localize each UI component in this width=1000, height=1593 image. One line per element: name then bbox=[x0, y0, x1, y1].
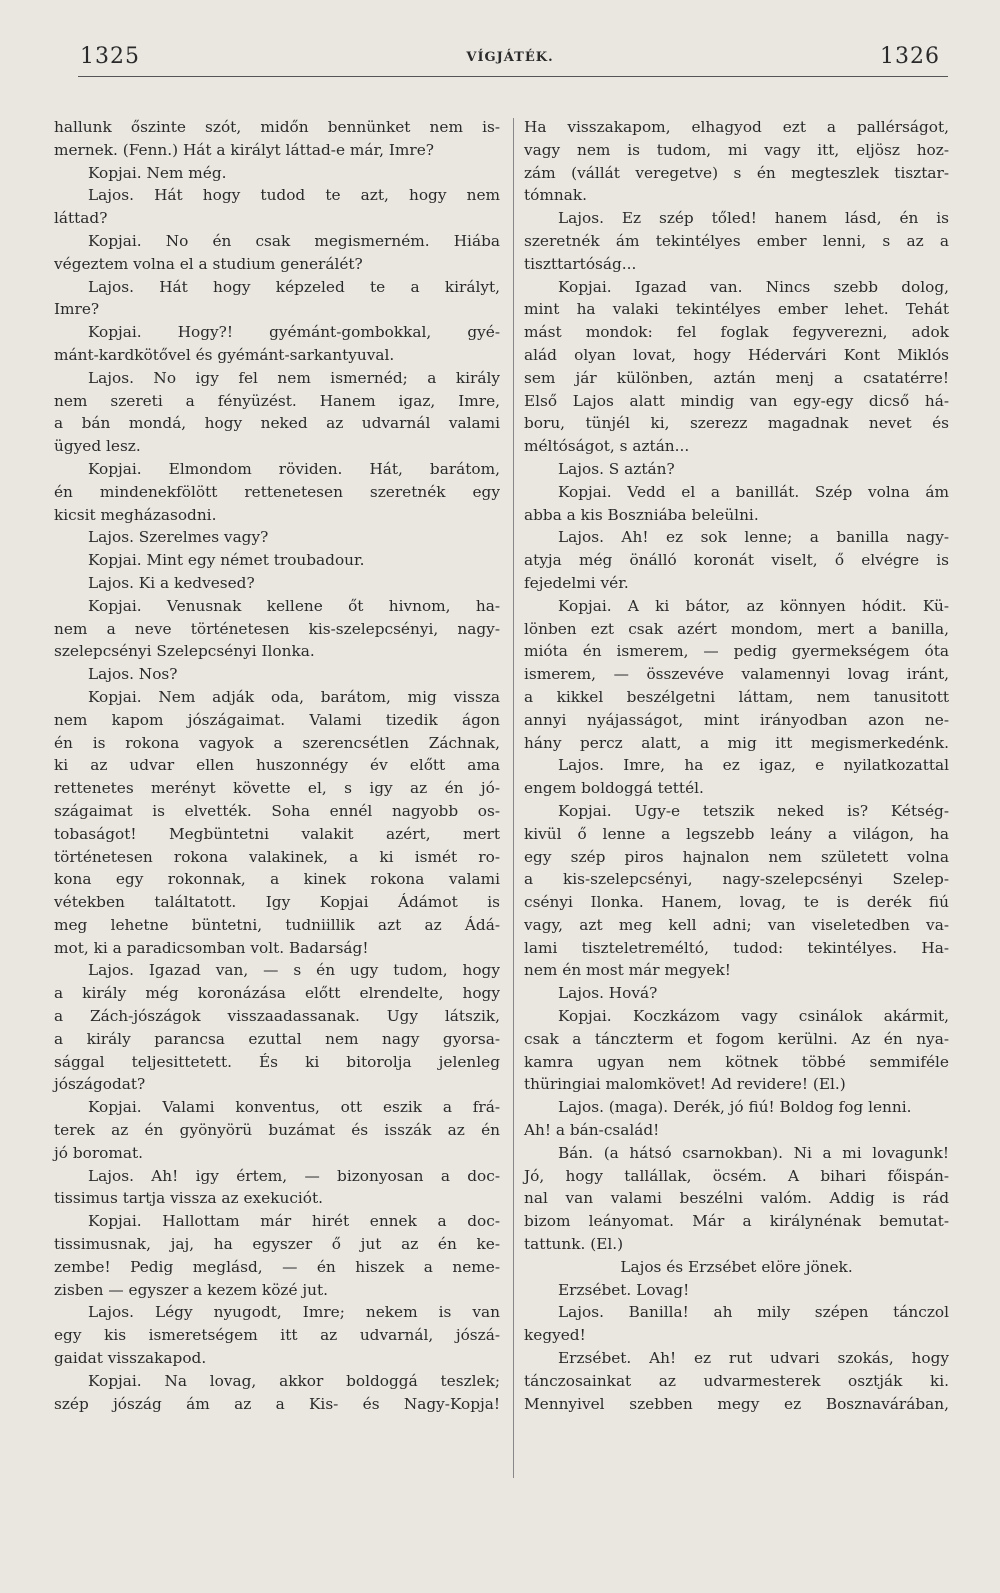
text-line: Kopjai. Koczkázom vagy csinálok akármit, bbox=[558, 1007, 949, 1026]
text-line: tobaságot! Megbüntetni valakit azért, mert bbox=[54, 824, 500, 843]
text-line: mást mondok: fel foglak fegyverezni, adok bbox=[524, 323, 949, 342]
text-line: ügyed lesz. bbox=[54, 437, 141, 456]
running-title: VÍGJÁTÉK. bbox=[466, 50, 554, 65]
text-line: kamra ugyan nem kötnek többé semmiféle bbox=[524, 1052, 949, 1071]
text-line: kegyed! bbox=[524, 1326, 586, 1345]
text-line: engem boldoggá tettél. bbox=[524, 779, 704, 798]
text-line: végeztem volna el a studium generálét? bbox=[54, 254, 363, 273]
text-line: Lajos. Légy nyugodt, Imre; nekem is van bbox=[88, 1303, 500, 1322]
text-line: Lajos. Ez szép tőled! hanem lásd, én is bbox=[558, 209, 949, 228]
text-line: sággal teljesittetett. És ki bitorolja jelenleg bbox=[54, 1052, 500, 1071]
running-header bbox=[80, 44, 940, 74]
text-line: Első Lajos alatt mindig van egy-egy dicső há- bbox=[524, 391, 949, 410]
text-line: Lajos. Hát hogy tudod te azt, hogy nem bbox=[88, 186, 500, 205]
text-line: egy szép piros hajnalon nem született volna bbox=[524, 847, 949, 866]
text-line: Lajos. Banilla! ah mily szépen tánczol bbox=[558, 1303, 949, 1322]
text-line: thüringiai malomkövet! Ad revidere! (El.) bbox=[524, 1075, 846, 1094]
text-line: Kopjai. Ugy-e tetszik neked is? Kétség- bbox=[558, 801, 949, 820]
text-line: tissimusnak, jaj, ha egyszer ő jut az én ke- bbox=[54, 1235, 500, 1254]
text-line: zám (vállát veregetve) s én megteszlek tisztar- bbox=[524, 163, 949, 182]
text-line: csak a tánczterm et fogom kerülni. Az én nya- bbox=[524, 1029, 949, 1048]
text-line: vagy nem is tudom, mi vagy itt, eljösz hoz- bbox=[524, 140, 949, 159]
text-line: Mennyivel szebben megy ez Bosznavárában, bbox=[524, 1394, 949, 1413]
page-number-left: 1325 bbox=[80, 44, 140, 69]
text-line: hány percz alatt, a mig itt megismerkedénk. bbox=[524, 733, 949, 752]
text-line: csényi Ilonka. Hanem, lovag, te is derék fiú bbox=[524, 893, 949, 912]
header-rule bbox=[78, 76, 948, 77]
text-line: Lajos. Igazad van, — s én ugy tudom, hogy bbox=[88, 961, 500, 980]
text-line: zisben — egyszer a kezem közé jut. bbox=[54, 1280, 328, 1299]
text-line: a király még koronázása előtt elrendelte, hogy bbox=[54, 984, 500, 1003]
text-line: Kopjai. Hallottam már hirét ennek a doc- bbox=[88, 1212, 500, 1231]
text-line: tómnak. bbox=[524, 186, 587, 205]
text-line: atyja még önálló koronát viselt, ő elvégre is bbox=[524, 551, 949, 570]
text-line: én mindenekfölött rettenetesen szeretnék egy bbox=[54, 482, 500, 501]
text-line: abba a kis Boszniába beleülni. bbox=[524, 505, 759, 524]
text-line: Ha visszakapom, elhagyod ezt a pallérságot, bbox=[524, 118, 949, 136]
text-line: szeretnék ám tekintélyes ember lenni, s az a bbox=[524, 231, 949, 250]
text-column-left bbox=[54, 116, 500, 1415]
text-line: Kopjai. Na lovag, akkor boldoggá teszlek; bbox=[88, 1371, 500, 1390]
text-line: tattunk. (El.) bbox=[524, 1235, 624, 1254]
text-line: Lajos. Ki a kedvesed? bbox=[88, 573, 255, 592]
text-line: a bán mondá, hogy neked az udvarnál valami bbox=[54, 414, 500, 433]
text-line: szép jószág ám az a Kis- és Nagy-Kopja! bbox=[54, 1394, 500, 1413]
text-line: Erzsébet. Lovag! bbox=[558, 1280, 690, 1299]
text-line: nem én most már megyek! bbox=[524, 961, 731, 980]
text-line: mot, ki a paradicsomban volt. Badarság! bbox=[54, 938, 369, 957]
text-line: nem a neve történetesen kis-szelepcsényi, nagy- bbox=[54, 619, 500, 638]
text-line: sem jár különben, aztán menj a csatatérre! bbox=[524, 368, 949, 387]
text-line: a Zách-jószágok visszaadassanak. Ugy látszik, bbox=[54, 1007, 500, 1026]
text-line: terek az én gyönyörü buzámat és isszák az én bbox=[54, 1121, 500, 1140]
text-line: bizom leányomat. Már a királynénak bemutat- bbox=[524, 1212, 949, 1231]
text-line: Kopjai. Valami konventus, ott eszik a frá- bbox=[88, 1098, 500, 1117]
text-line: kicsit megházasodni. bbox=[54, 505, 217, 524]
text-line: zembe! Pedig meglásd, — én hiszek a neme- bbox=[54, 1257, 500, 1276]
text-line: annyi nyájasságot, mint irányodban azon ne- bbox=[524, 710, 949, 729]
text-line: nem szereti a fényüzést. Hanem igaz, Imre, bbox=[54, 391, 500, 410]
text-line: ismerem, — összevéve valamennyi lovag iránt, bbox=[524, 665, 949, 684]
text-line: Lajos. No igy fel nem ismernéd; a király bbox=[88, 368, 500, 387]
text-line: Imre? bbox=[54, 300, 100, 319]
text-line: a kikkel beszélgetni láttam, nem tanusitott bbox=[524, 687, 949, 706]
text-line: meg lehetne büntetni, tudniillik azt az Ádá- bbox=[54, 915, 500, 934]
text-line: Kopjai. Hogy?! gyémánt-gombokkal, gyé- bbox=[88, 323, 500, 342]
text-line: Kopjai. A ki bátor, az könnyen hódit. Kü- bbox=[558, 596, 949, 615]
text-line: méltóságot, s aztán... bbox=[524, 437, 690, 456]
text-line: kivül ő lenne a legszebb leány a világon, ha bbox=[524, 824, 949, 843]
page-number-right: 1326 bbox=[880, 44, 940, 69]
text-line: Lajos. Hová? bbox=[558, 984, 658, 1003]
text-line: boru, tünjél ki, szerezz magadnak nevet és bbox=[524, 414, 949, 433]
text-line: gaidat visszakapod. bbox=[54, 1349, 207, 1368]
text-line: Lajos. Szerelmes vagy? bbox=[88, 528, 269, 547]
text-column-right bbox=[524, 116, 949, 1415]
text-line: fejedelmi vér. bbox=[524, 573, 629, 592]
text-line: mióta én ismerem, — pedig gyermekségem óta bbox=[524, 642, 949, 661]
text-line: alád olyan lovat, hogy Hédervári Kont Miklós bbox=[524, 345, 949, 364]
text-line: a kis-szelepcsényi, nagy-szelepcsényi Szelep- bbox=[524, 870, 949, 889]
text-line: Ah! a bán-család! bbox=[524, 1121, 660, 1140]
text-line: ki az udvar ellen huszonnégy év előtt ama bbox=[54, 756, 500, 775]
text-line: Kopjai. Mint egy német troubadour. bbox=[88, 551, 365, 570]
text-line: Erzsébet. Ah! ez rut udvari szokás, hogy bbox=[558, 1349, 949, 1368]
text-line: Lajos. S aztán? bbox=[558, 459, 675, 478]
text-line: hallunk őszinte szót, midőn bennünket nem is- bbox=[54, 118, 500, 136]
text-line: Jó, hogy tallállak, öcsém. A bihari főispán- bbox=[524, 1166, 949, 1185]
text-line: Lajos. Ah! igy értem, — bizonyosan a doc- bbox=[88, 1166, 500, 1185]
text-line: Kopjai. Elmondom röviden. Hát, barátom, bbox=[88, 459, 500, 478]
text-line: láttad? bbox=[54, 209, 108, 228]
text-line: vétekben találtatott. Igy Kopjai Ádámot is bbox=[54, 893, 500, 912]
text-line: szelepcsényi Szelepcsényi Ilonka. bbox=[54, 642, 315, 661]
text-line: mernek. (Fenn.) Hát a királyt láttad-e már, Imre? bbox=[54, 140, 434, 159]
text-line: Lajos. (maga). Derék, jó fiú! Boldog fog lenni. bbox=[558, 1098, 912, 1117]
text-line: jó boromat. bbox=[54, 1143, 143, 1162]
text-line: történetesen rokona valakinek, a ki ismét ro- bbox=[54, 847, 500, 866]
text-line: Kopjai. No én csak megismerném. Hiába bbox=[88, 231, 500, 250]
text-line: mint ha valaki tekintélyes ember lehet. Tehát bbox=[524, 300, 949, 319]
text-line: nal van valami beszélni valóm. Addig is rád bbox=[524, 1189, 949, 1208]
text-line: egy kis ismeretségem itt az udvarnál, jószá- bbox=[54, 1326, 500, 1345]
column-divider bbox=[513, 118, 514, 1478]
text-line: Lajos. Imre, ha ez igaz, e nyilatkozattal bbox=[558, 756, 949, 775]
text-line: Kopjai. Nem még. bbox=[88, 163, 227, 182]
text-line: szágaimat is elvették. Soha ennél nagyobb os- bbox=[54, 801, 500, 820]
text-line: Lajos és Erzsébet elöre jönek. bbox=[620, 1257, 853, 1276]
text-line: Kopjai. Igazad van. Nincs szebb dolog, bbox=[558, 277, 949, 296]
text-line: Lajos. Hát hogy képzeled te a királyt, bbox=[88, 277, 500, 296]
text-line: tánczosainkat az udvarmesterek osztják ki. bbox=[524, 1371, 949, 1390]
text-line: Bán. (a hátsó csarnokban). Ni a mi lovagunk! bbox=[558, 1143, 949, 1162]
text-line: rettenetes merényt követte el, s igy az én jó- bbox=[54, 779, 500, 798]
text-line: lami tiszteletreméltó, tudod: tekintélyes. Ha- bbox=[524, 938, 949, 957]
text-line: lönben ezt csak azért mondom, mert a banilla, bbox=[524, 619, 949, 638]
text-line: Kopjai. Nem adják oda, barátom, mig vissza bbox=[88, 687, 500, 706]
text-line: jószágodat? bbox=[54, 1075, 146, 1094]
text-line: Kopjai. Venusnak kellene őt hivnom, ha- bbox=[88, 596, 500, 615]
text-line: mánt-kardkötővel és gyémánt-sarkantyuval. bbox=[54, 345, 395, 364]
text-line: vagy, azt meg kell adni; van viseletedben va- bbox=[524, 915, 949, 934]
text-line: tiszttartóság... bbox=[524, 254, 637, 273]
text-line: Lajos. Nos? bbox=[88, 665, 178, 684]
text-line: a király parancsa ezuttal nem nagy gyorsa- bbox=[54, 1029, 500, 1048]
text-line: Lajos. Ah! ez sok lenne; a banilla nagy- bbox=[558, 528, 949, 547]
text-line: nem kapom jószágaimat. Valami tizedik ágon bbox=[54, 710, 500, 729]
text-line: kona egy rokonnak, a kinek rokona valami bbox=[54, 870, 500, 889]
text-line: tissimus tartja vissza az exekuciót. bbox=[54, 1189, 324, 1208]
text-line: Kopjai. Vedd el a banillát. Szép volna ám bbox=[558, 482, 949, 501]
text-line: én is rokona vagyok a szerencsétlen Záchnak, bbox=[54, 733, 500, 752]
